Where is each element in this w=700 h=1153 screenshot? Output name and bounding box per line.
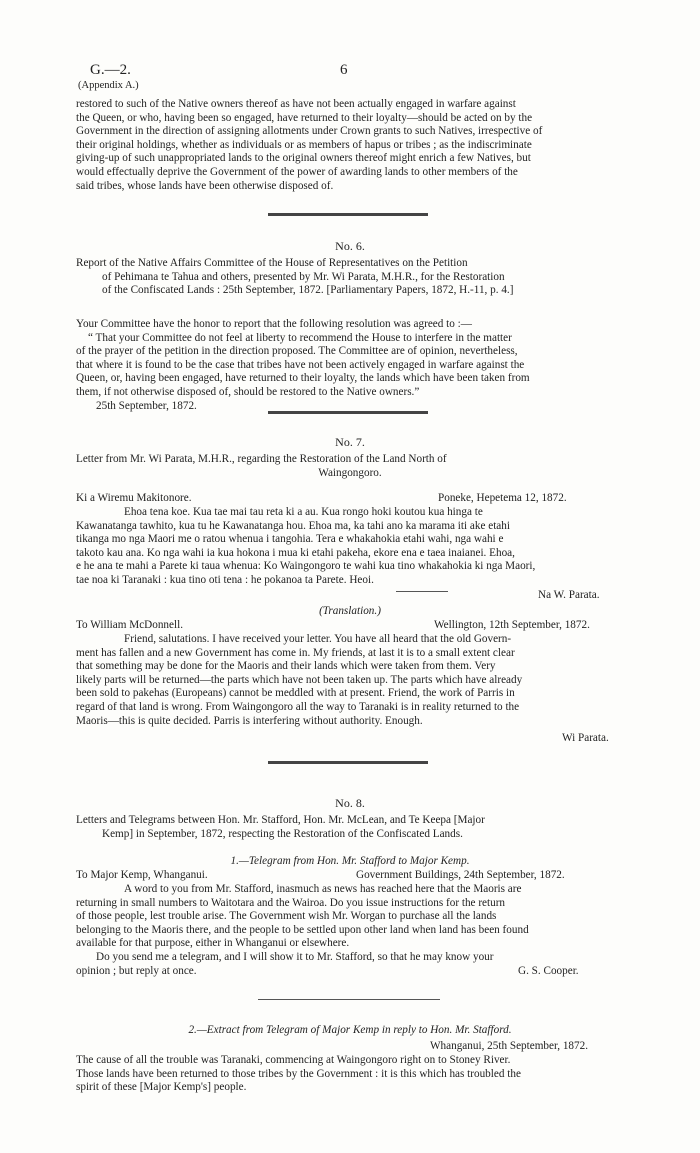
text-line: Kawanatanga tawhito, kua tu he Kawanatanga hou. Ehoa ma, ka tahi ano ka marama iti ake etahi [76, 519, 510, 532]
text-line: Your Committee have the honor to report that the following resolution was agreed to :— [76, 318, 472, 330]
title-line: of the Confiscated Lands : 25th September, 1872. [Parliamentary Papers, 1872, H.-11, p. 4.] [102, 284, 514, 297]
text-line: Maoris—this is quite decided. Parris is interfering without authority. Enough. [76, 714, 423, 727]
item-1-heading: 1.—Telegram from Hon. Mr. Stafford to Major Kemp. [230, 855, 470, 867]
item-1-body [76, 883, 624, 978]
title-line: of Pehimana te Tahua and others, presented by Mr. Wi Parata, M.H.R., for the Restoration [102, 270, 505, 283]
text-line: “ That your Committee do not feel at liberty to recommend the House to interfere in the matter [88, 331, 512, 344]
text-line: regard of that land is wrong. From Waingongoro all the way to Taranaki is in reality returned to the [76, 700, 520, 713]
text-line: likely parts will be returned—the parts which have not been taken up. The parts which have already [76, 673, 523, 686]
document-code: G.—2. [90, 62, 131, 78]
item-2-heading: 2.—Extract from Telegram of Major Kemp in reply to Hon. Mr. Stafford. [188, 1024, 512, 1036]
section-number-8: No. 8. [335, 796, 365, 810]
text-line: returning in small numbers to Waitotara and the Wairoa. Do you issue instructions for the return [76, 896, 506, 909]
section-divider [268, 411, 428, 414]
text-line: Do you send me a telegram, and I will show it to Mr. Stafford, so that he may know your [96, 950, 494, 963]
maori-letter-body [76, 506, 624, 588]
item-2-place-date: Whanganui, 25th September, 1872. [430, 1040, 589, 1052]
section-divider [268, 761, 428, 764]
translation-body [76, 633, 624, 728]
title-line: Waingongoro. [318, 466, 382, 479]
text-line: tikanga mo nga Maori me o ratou whenua i tangohia. Tera e whakahokia etahi wahi, nga wahi e [76, 533, 504, 546]
text-line: takoto kau ana. Ko nga wahi ia kua hokona i mua ki etahi pakeha, ekore ena e taea inaianei. Ehoa, [76, 546, 515, 559]
maori-place-date: Poneke, Hepetema 12, 1872. [438, 492, 567, 504]
text-line: been sold to pakehas (Europeans) cannot be meddled with at present. Friend, the work of Parris in [76, 687, 515, 700]
text-line: that something may be done for the Maoris and their lands which were taken from them. Very [76, 660, 496, 673]
text-line: Queen, or, having been engaged, have returned to their loyalty, the lands which have been taken from [76, 372, 530, 385]
text-line: Government in the direction of assigning allotments under Crown grants to such Natives, irrespective of [76, 125, 543, 138]
text-line: Ehoa tena koe. Kua tae mai tau reta ki a au. Kua rongo hoki koutou kua hinga te [124, 506, 483, 518]
text-line: available for that purpose, either in Whanganui or elsewhere. [76, 937, 350, 950]
item-1-signature: G. S. Cooper. [518, 965, 579, 977]
text-line: A word to you from Mr. Stafford, inasmuch as news has reached here that the Maoris are [124, 883, 522, 895]
section-7-title [76, 453, 624, 480]
page-number: 6 [340, 62, 348, 78]
short-divider [396, 591, 448, 592]
section-number-6: No. 6. [335, 239, 365, 253]
text-line: e he ana te mahi a Parete ki taua whenua: Ko Waingongoro te wahi kua tino whakahokia ki nga Maori, [76, 560, 536, 573]
text-line: opinion ; but reply at once. [76, 964, 197, 977]
item-1-place-date: Government Buildings, 24th September, 1872. [356, 869, 565, 881]
maori-signature: Na W. Parata. [538, 589, 600, 601]
text-line: their original holdings, whether as individuals or as members of hapus or tribes ; as the indiscriminate [76, 138, 532, 151]
text-line: ment has fallen and a new Government has come in. My friends, at last it is to a small extent clear [76, 646, 515, 659]
text-line: tae noa ki Taranaki : kua tino oti tena : he pokanoa ta Parete. Heoi. [76, 573, 374, 586]
section-6-title [76, 257, 624, 298]
text-line: belonging to the Maoris there, and the people to be settled upon other land when land has been found [76, 923, 529, 936]
section-divider [268, 213, 428, 216]
text-line: giving-up of such unappropriated lands to the original owners thereof might enrich a few Natives, but [76, 152, 531, 165]
text-line: of those people, lest trouble arise. The Government wish Mr. Worgan to purchase all the lands [76, 910, 497, 923]
translation-heading: (Translation.) [319, 605, 381, 617]
translation-signature: Wi Parata. [562, 732, 609, 744]
text-line: spirit of these [Major Kemp's] people. [76, 1081, 247, 1094]
title-line: Letters and Telegrams between Hon. Mr. Stafford, Hon. Mr. McLean, and Te Keepa [Major [76, 814, 485, 826]
text-line: Those lands have been returned to those tribes by the Government : it is this which has troubled the [76, 1067, 521, 1080]
text-line: The cause of all the trouble was Taranaki, commencing at Waingongoro right on to Stoney River. [76, 1054, 511, 1066]
text-line: would effectually deprive the Government of the power of awarding lands to other members of the [76, 165, 518, 178]
text-line: Friend, salutations. I have received your letter. You have all heard that the old Govern- [124, 633, 512, 645]
text-line: of the prayer of the petition in the direction proposed. The Committee are of opinion, nevertheless, [76, 345, 518, 358]
translation-place-date: Wellington, 12th September, 1872. [434, 619, 590, 631]
section-number-7: No. 7. [335, 435, 365, 449]
section-8-title [76, 814, 624, 841]
text-line: that where it is found to be the case that tribes have not been actively engaged in warfare against the [76, 358, 525, 371]
text-line: restored to such of the Native owners thereof as have not been actually engaged in warfare against [76, 98, 516, 110]
text-line: said tribes, whose lands have been otherwise disposed of. [76, 179, 334, 192]
title-line: Report of the Native Affairs Committee of the House of Representatives on the Petition [76, 257, 468, 269]
text-line: them, if not otherwise disposed of, should be restored to the Native owners.” [76, 385, 420, 398]
title-line: Letter from Mr. Wi Parata, M.H.R., regarding the Restoration of the Land North of [76, 453, 447, 465]
text-line: 25th September, 1872. [96, 399, 197, 412]
translation-addressee: To William McDonnell. [76, 619, 184, 631]
text-line: the Queen, or who, having been so engaged, have returned to their loyalty—should be acted on by the [76, 111, 533, 124]
maori-addressee: Ki a Wiremu Makitonore. [76, 492, 192, 504]
item-divider [258, 999, 440, 1000]
item-1-addressee: To Major Kemp, Whanganui. [76, 869, 208, 881]
item-2-body [76, 1054, 624, 1095]
section-6-body [76, 318, 624, 413]
appendix-label: (Appendix A.) [78, 80, 139, 91]
title-line: Kemp] in September, 1872, respecting the Restoration of the Confiscated Lands. [102, 827, 463, 840]
intro-paragraph [76, 98, 624, 193]
